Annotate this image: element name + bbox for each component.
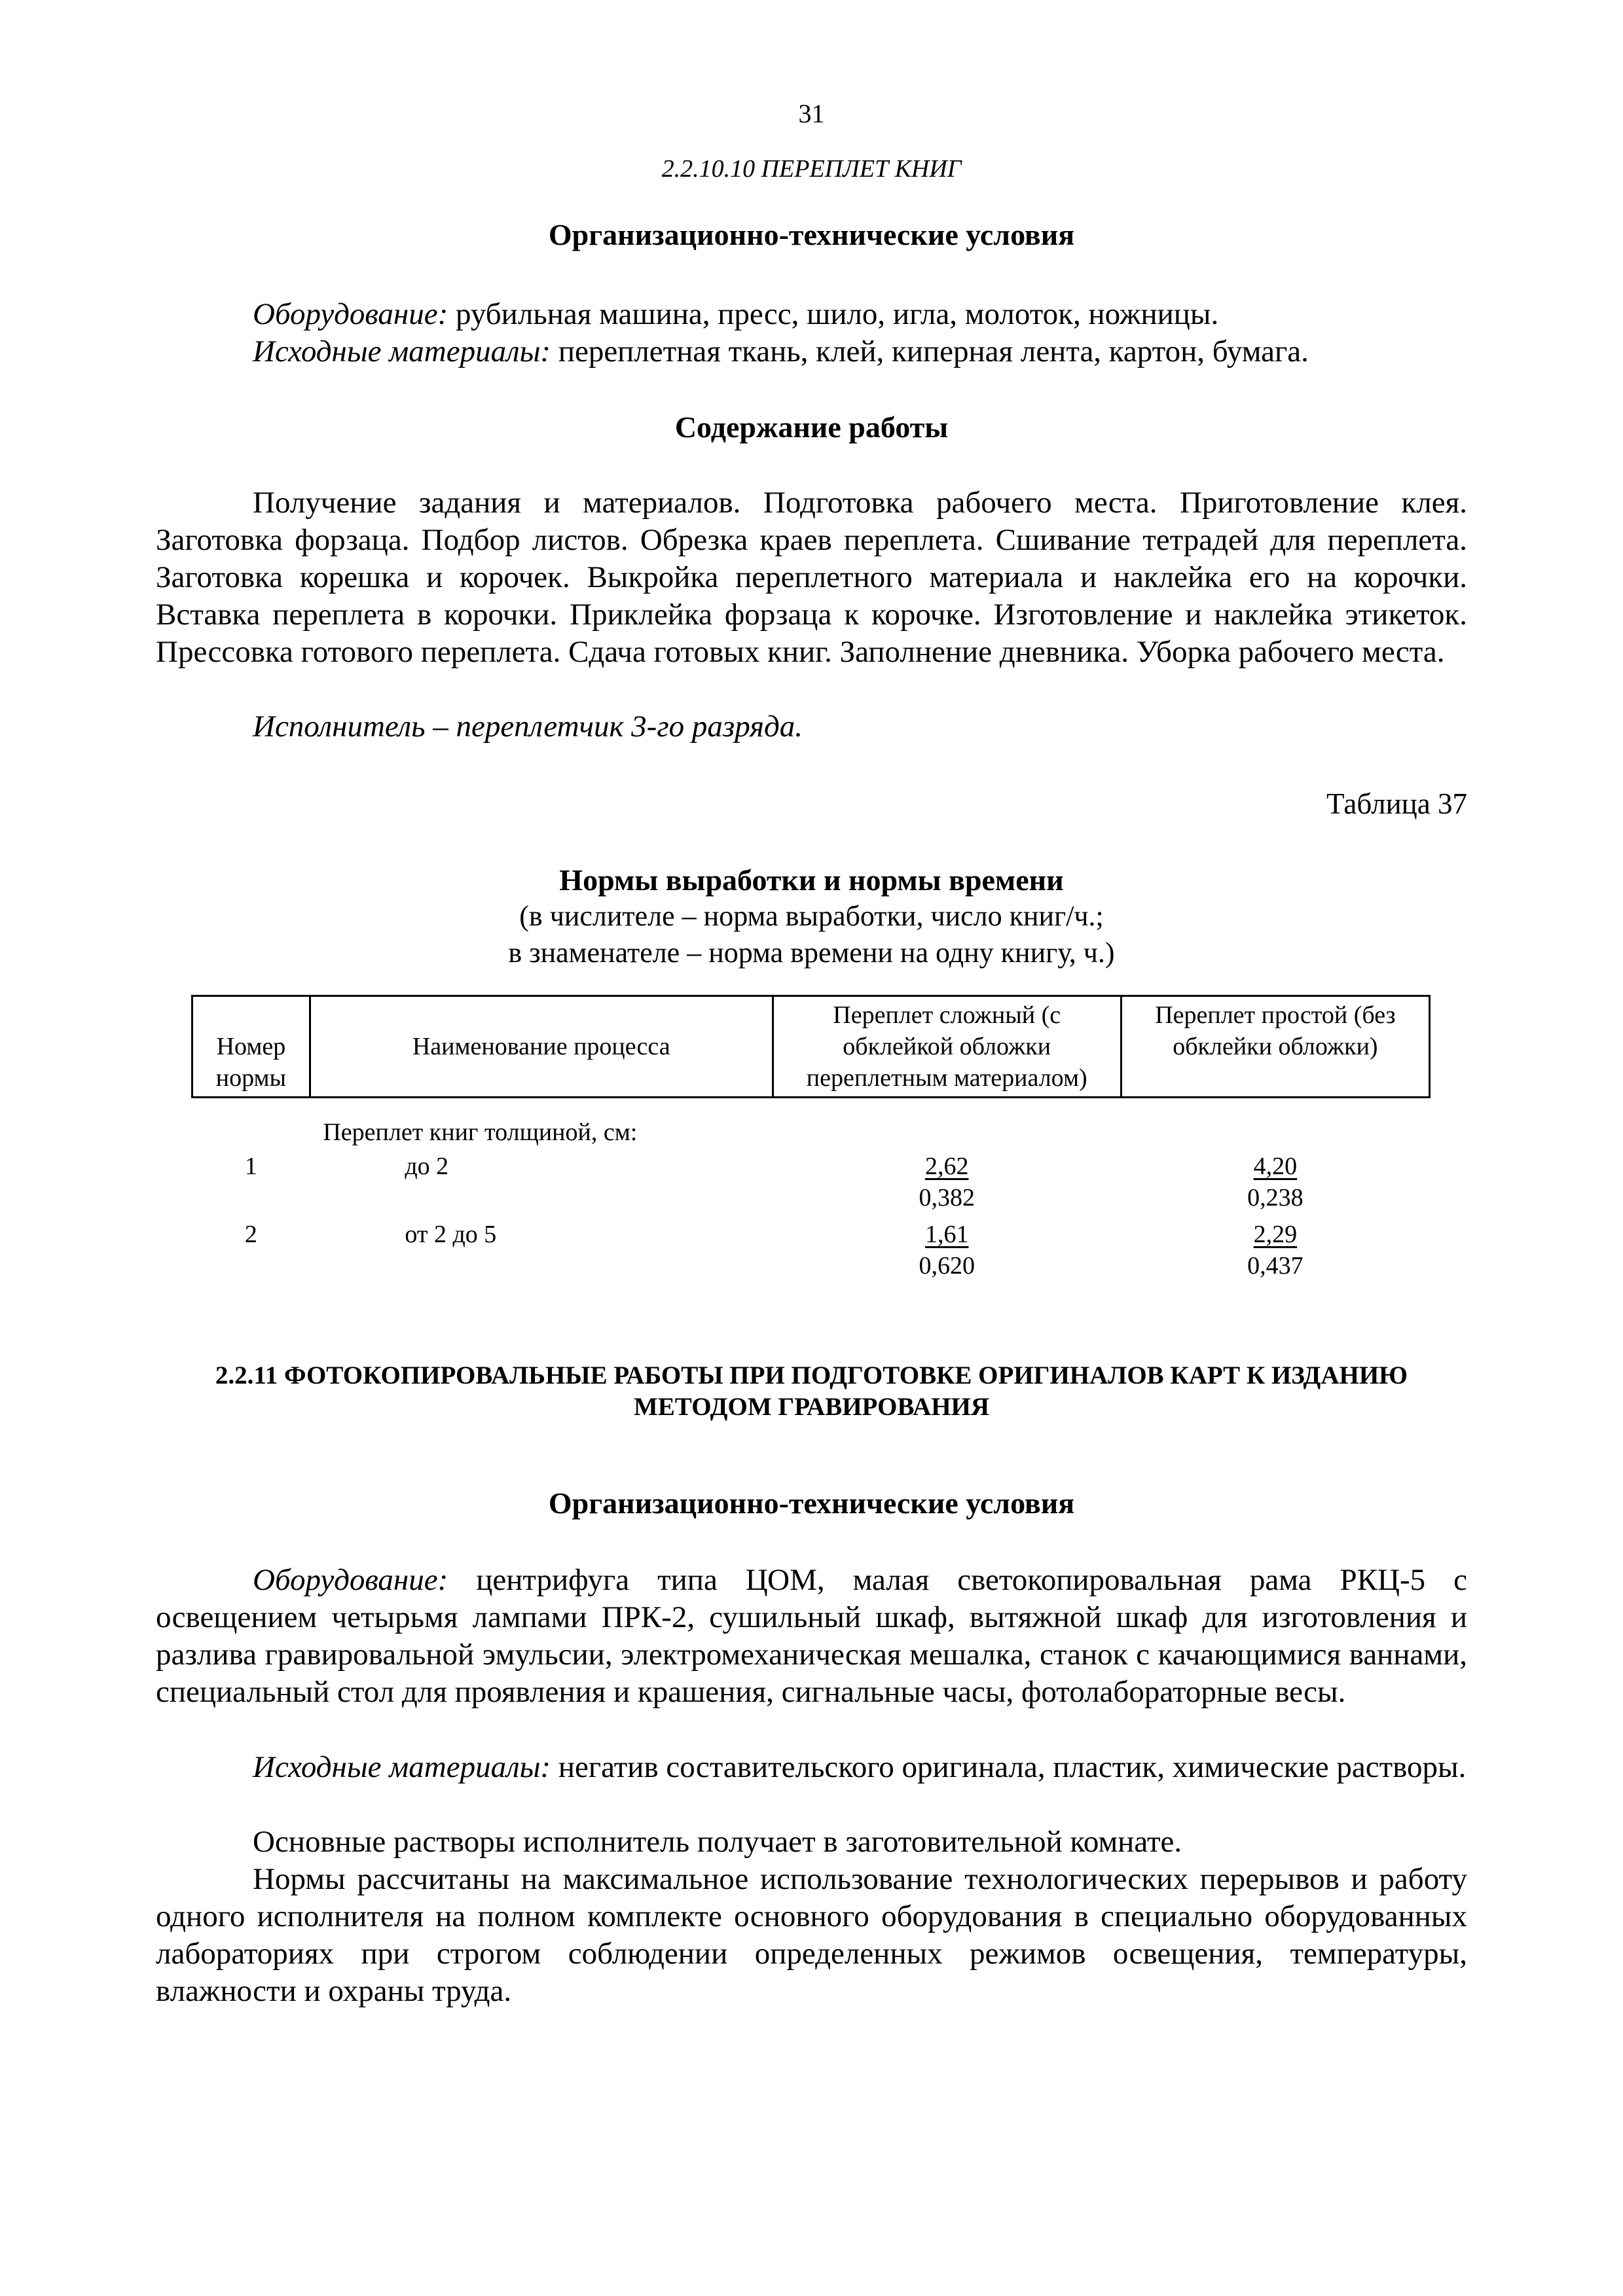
- table-subtitle-2: в знаменателе – норма времени на одну книгу, ч.): [508, 937, 1115, 969]
- equipment-text: рубильная машина, пресс, шило, игла, молоток, ножницы.: [448, 297, 1219, 331]
- org-conditions-heading-2: Организационно-технические условия: [548, 1486, 1075, 1520]
- norms-paragraph: Нормы рассчитаны на максимальное использование технологических перерывов и работу одного исполнителя на полном комплекте основного оборудования в специально оборудованных лабораториях при строгом соблюдении определенных режимов освещения, температуры, влажности и охраны труда.: [156, 1862, 1467, 2008]
- table-title: Нормы выработки и нормы времени: [559, 863, 1064, 897]
- equipment-label-2: Оборудование:: [253, 1563, 448, 1597]
- simple-numerator: 4,20: [1253, 1153, 1298, 1180]
- work-content-heading: Содержание работы: [674, 410, 949, 444]
- materials-text: переплетная ткань, клей, киперная лента, картон, бумага.: [551, 334, 1309, 368]
- row-number: 1: [244, 1153, 257, 1180]
- section-title-2-2-11: [0, 1360, 1623, 1423]
- complex-numerator: 1,61: [924, 1221, 969, 1248]
- work-content-paragraph: Получение задания и материалов. Подготовка рабочего места. Приготовление клея. Заготовка форзаца. Подбор листов. Обрезка краев переплета. Сшивание тетрадей для переплета. Заготовка корешка и корочек. Выкройка переплетного материала и наклейка его на корочки. Вставка переплета в корочки. Приклейка форзаца к корочке. Изготовление и наклейка этикеток. Прессовка готового переплета. Сдача готовых книг. Заполнение дневника. Уборка рабочего места.: [156, 486, 1467, 669]
- solutions-paragraph: Основные растворы исполнитель получает в заготовительной комнате.: [253, 1825, 1182, 1859]
- simple-numerator: 2,29: [1253, 1221, 1298, 1248]
- simple-denominator: 0,437: [1247, 1252, 1304, 1280]
- page-number: 31: [798, 99, 825, 128]
- norms-table: [191, 995, 1431, 1282]
- header-number: Номер нормы: [192, 996, 310, 1098]
- table-row: [192, 1213, 1430, 1282]
- header-simple: Переплет простой (без обклейки обложки): [1121, 996, 1429, 1098]
- complex-fraction: [919, 1219, 975, 1282]
- materials-paragraph: [156, 333, 1467, 370]
- equipment-text-2: центрифуга типа ЦОМ, малая светокопировальная рама РКЦ-5 с освещением четырьмя лампами ПРК-2, сушильный шкаф, вытяжной шкаф для изготовления и разлива гравировальной эмульсии, электромеханическая мешалка, станок с качающимися ваннами, специальный стол для проявления и крашения, сигнальные часы, фотолабораторные весы.: [156, 1563, 1467, 1709]
- materials-text-2: негатив составительского оригинала, пластик, химические растворы.: [551, 1750, 1467, 1784]
- materials-paragraph-2: [156, 1749, 1467, 1786]
- equipment-label: Оборудование:: [253, 297, 448, 331]
- row-process: от 2 до 5: [405, 1221, 497, 1248]
- table-row: [192, 1148, 1430, 1213]
- header-complex: Переплет сложный (с обклейкой обложки переплетным материалом): [773, 996, 1121, 1098]
- table-caption: Таблица 37: [1326, 787, 1467, 820]
- table-subtitle-1: (в числителе – норма выработки, число книг/ч.;: [519, 900, 1104, 932]
- complex-denominator: 0,382: [919, 1184, 975, 1211]
- performer-line: Исполнитель – переплетчик 3-го разряда.: [253, 709, 803, 744]
- complex-denominator: 0,620: [919, 1252, 975, 1280]
- section-title-2-2-10-10: 2.2.10.10 ПЕРЕПЛЕТ КНИГ: [661, 155, 962, 183]
- row-process: до 2: [405, 1153, 449, 1180]
- equipment-paragraph: [156, 296, 1467, 333]
- materials-label-2: Исходные материалы:: [253, 1750, 551, 1784]
- org-conditions-heading: Организационно-технические условия: [548, 218, 1075, 251]
- header-process: Наименование процесса: [310, 996, 773, 1098]
- section-title-line-2: МЕТОДОМ ГРАВИРОВАНИЯ: [633, 1393, 990, 1421]
- group-label: Переплет книг толщиной, см:: [323, 1119, 638, 1146]
- equipment-paragraph-2: [156, 1562, 1467, 1711]
- row-number: 2: [244, 1221, 257, 1248]
- section-title-line-1: 2.2.11 ФОТОКОПИРОВАЛЬНЫЕ РАБОТЫ ПРИ ПОДГОТОВКЕ ОРИГИНАЛОВ КАРТ К ИЗДАНИЮ: [215, 1361, 1408, 1390]
- complex-numerator: 2,62: [924, 1153, 969, 1180]
- materials-label: Исходные материалы:: [253, 334, 551, 368]
- simple-fraction: [1247, 1151, 1304, 1213]
- table-group-row: [192, 1098, 1430, 1149]
- simple-denominator: 0,238: [1247, 1184, 1304, 1211]
- complex-fraction: [919, 1151, 975, 1213]
- table-header-row: [192, 996, 1430, 1098]
- simple-fraction: [1247, 1219, 1304, 1282]
